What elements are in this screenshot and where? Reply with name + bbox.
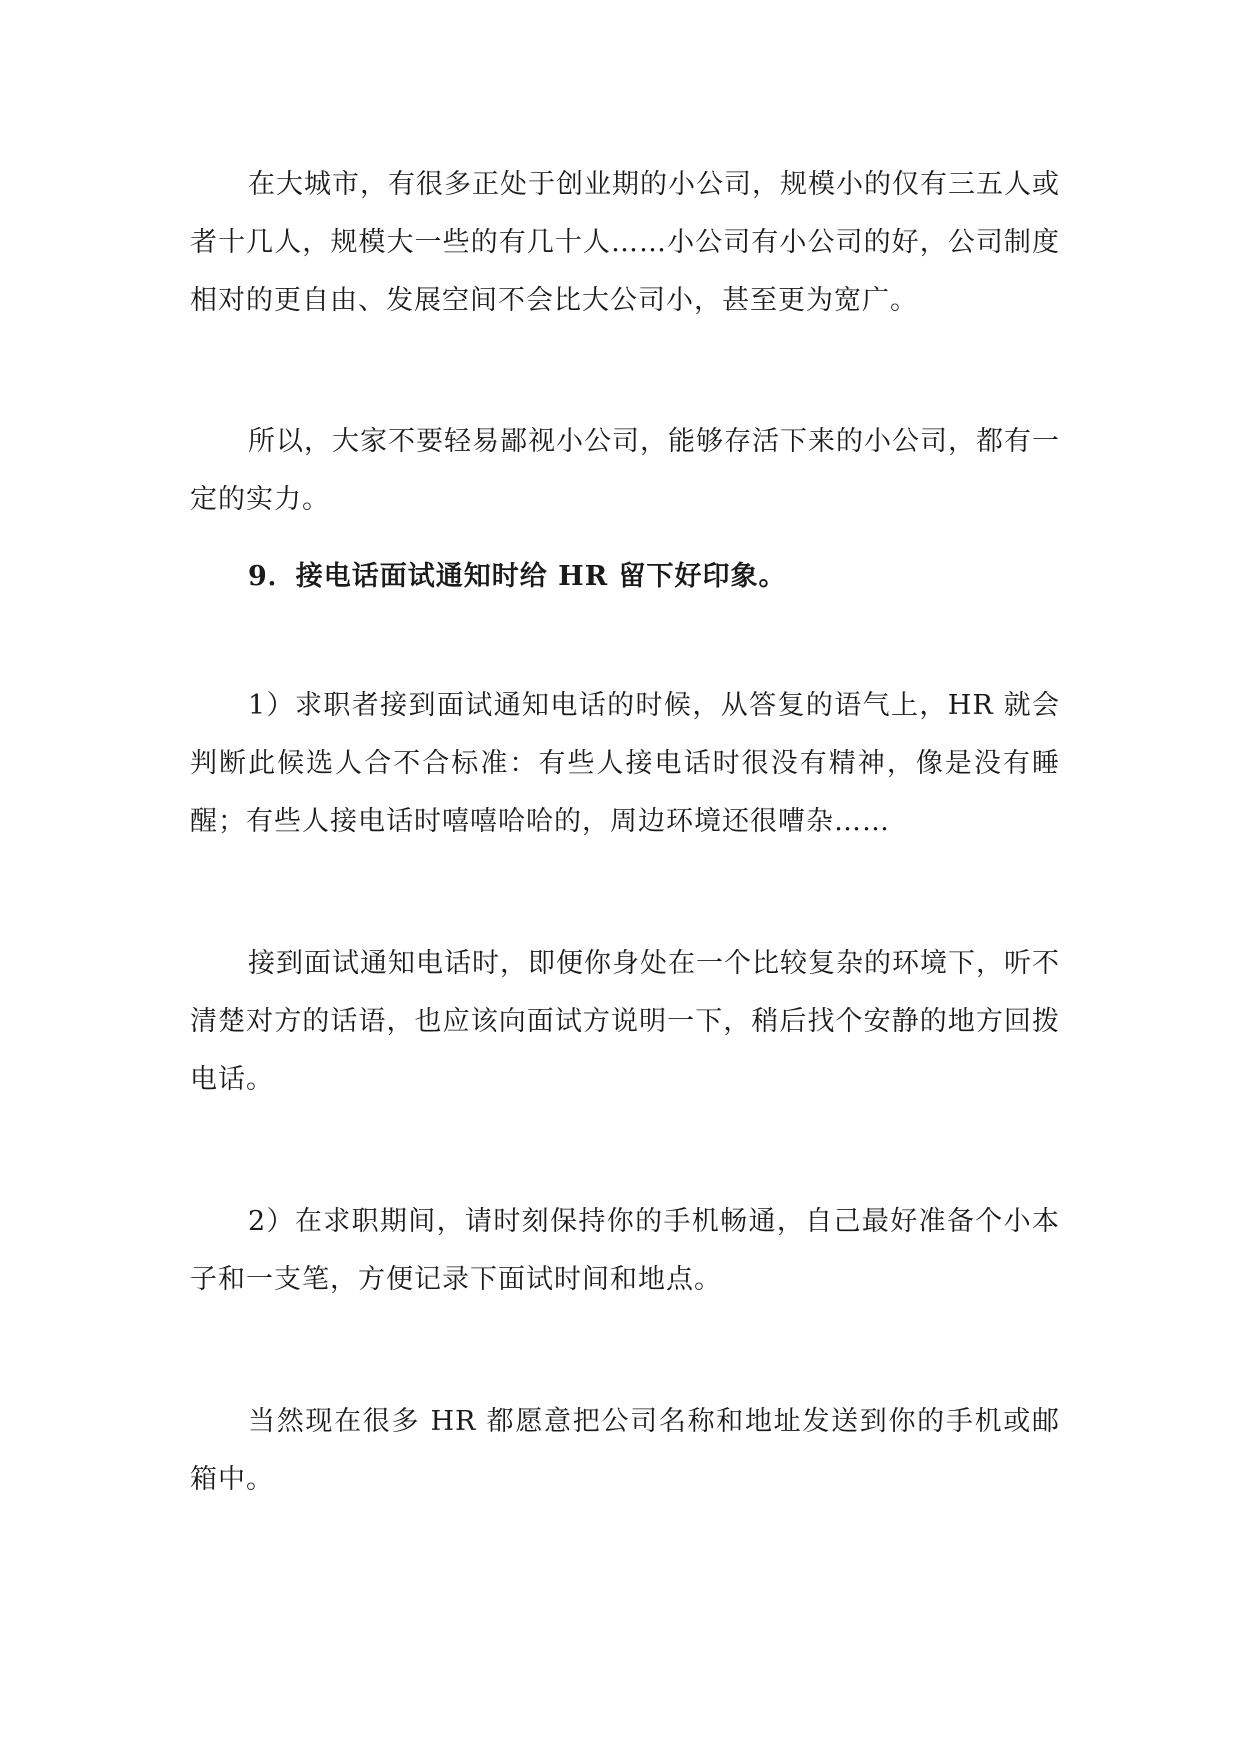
paragraph-small-companies: 在大城市，有很多正处于创业期的小公司，规模小的仅有三五人或者十几人，规模大一些的有几十人……小公司有小公司的好，公司制度相对的更自由、发展空间不会比大公司小，甚至更为宽广。	[190, 169, 1060, 316]
paragraph-keep-phone-on: 2）在求职期间，请时刻保持你的手机畅通，自己最好准备个小本子和一支笔，方便记录下面试时间和地点。	[190, 1206, 1060, 1295]
paragraph-hr-sends-info: 当然现在很多 HR 都愿意把公司名称和地址发送到你的手机或邮箱中。	[190, 1406, 1060, 1495]
paragraph-phone-tone: 1）求职者接到面试通知电话的时候，从答复的语气上，HR 就会判断此候选人合不合标准：有些人接电话时很没有精神，像是没有睡醒；有些人接电话时嘻嘻哈哈的，周边环境还很嘈杂……	[190, 690, 1060, 837]
paragraph-dont-despise: 所以，大家不要轻易鄙视小公司，能够存活下来的小公司，都有一定的实力。	[190, 426, 1060, 515]
section-heading-9: 9．接电话面试通知时给 HR 留下好印象。	[248, 561, 787, 592]
paragraph-call-back: 接到面试通知电话时，即便你身处在一个比较复杂的环境下，听不清楚对方的话语，也应该向面试方说明一下，稍后找个安静的地方回拨电话。	[190, 948, 1060, 1095]
